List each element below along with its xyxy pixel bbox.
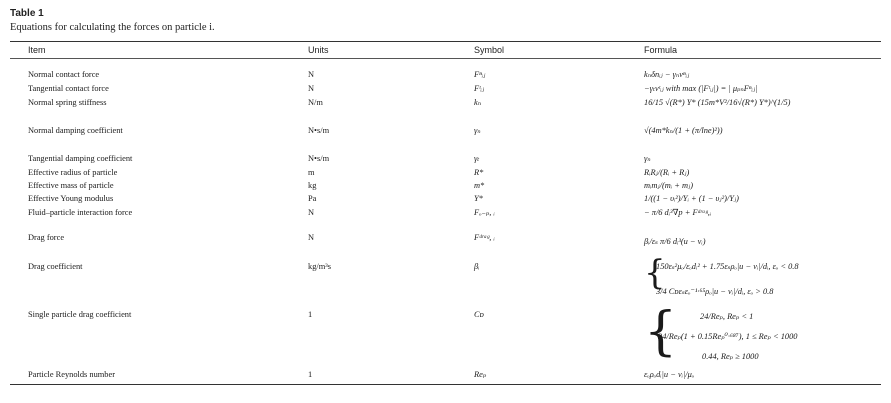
row-symbol: Fⁿᵢⱼ: [474, 70, 486, 79]
row-units: kg: [308, 181, 317, 190]
row-symbol: kₙ: [474, 98, 482, 107]
row-item: Normal spring stiffness: [28, 98, 107, 107]
row-units: N/m: [308, 98, 323, 107]
row-symbol: Reₚ: [474, 370, 487, 379]
row-units: N•s/m: [308, 126, 330, 135]
row-symbol: Y*: [474, 194, 483, 203]
row-units: kg/m³s: [308, 262, 331, 271]
row-item: Normal damping coefficient: [28, 126, 123, 135]
row-formula: 16/15 √(R*) Y* (15m*V²/16√(R*) Y*)^(1/5): [644, 98, 791, 107]
row-symbol: Fᵗᵢⱼ: [474, 84, 485, 93]
row-formula: kₙδnᵢⱼ − γₙvⁿᵢⱼ: [644, 70, 690, 79]
row-units: N: [308, 70, 315, 79]
row-formula-case: 3/4 Cᴅεₛεₒ⁻¹·⁶⁵ρₒ|u − vᵢ|/dᵢ, εₒ > 0.8: [656, 287, 774, 296]
header-symbol: Symbol: [474, 45, 505, 55]
header-units: Units: [308, 45, 329, 55]
row-symbol: γₙ: [474, 126, 481, 135]
table-label: Table 1: [10, 8, 44, 19]
row-units: 1: [308, 370, 313, 379]
row-symbol: Fₒ₋ₚ, ᵢ: [474, 208, 495, 217]
row-units: m: [308, 168, 315, 177]
row-item: Tangential contact force: [28, 84, 109, 93]
row-symbol: βᵢ: [474, 262, 480, 271]
top-rule: [10, 41, 881, 42]
row-item: Effective mass of particle: [28, 181, 114, 190]
row-formula: √(4m*kₙ/(1 + (π/lne)²)): [644, 126, 723, 135]
row-units: 1: [308, 310, 313, 319]
row-formula-case: 24/Reₚ(1 + 0.15Reₚ⁰·⁶⁸⁷), 1 ≤ Reₚ < 1000: [658, 332, 798, 341]
row-units: N: [308, 84, 315, 93]
row-formula: γₙ: [644, 154, 651, 163]
row-item: Particle Reynolds number: [28, 370, 115, 379]
piecewise-brace: {: [644, 302, 678, 362]
row-formula: βᵢ/εₛ π/6 dᵢ³(u − vᵢ): [644, 237, 706, 246]
row-symbol: γₜ: [474, 154, 480, 163]
row-units: N•s/m: [308, 154, 330, 163]
piecewise-brace: {: [644, 253, 666, 293]
row-item: Effective radius of particle: [28, 168, 118, 177]
row-formula-case: 150εₛ²μₒ/εₒdᵢ² + 1.75εₛρₒ|u − vᵢ|/dᵢ, εₒ < 0.8: [656, 262, 799, 271]
row-item: Single particle drag coefficient: [28, 310, 132, 319]
row-item: Effective Young modulus: [28, 194, 114, 203]
header-formula: Formula: [644, 45, 678, 55]
row-formula: RᵢRⱼ/(Rᵢ + Rⱼ): [644, 168, 690, 177]
row-symbol: m*: [474, 181, 485, 190]
row-formula: − π/6 dᵢ³∇p + Fᵈʳᵃᵍ,ᵢ: [644, 208, 712, 217]
row-formula-case: 24/Reₚ, Reₚ < 1: [700, 312, 754, 321]
table-caption: Equations for calculating the forces on particle i.: [10, 22, 215, 33]
row-item: Normal contact force: [28, 70, 100, 79]
row-item: Fluid–particle interaction force: [28, 208, 133, 217]
row-item: Tangential damping coefficient: [28, 154, 133, 163]
row-formula: mᵢmⱼ/(mᵢ + mⱼ): [644, 181, 694, 190]
row-formula: εₒρₒdᵢ|u − vᵢ|/μₒ: [644, 370, 695, 379]
row-item: Drag coefficient: [28, 262, 83, 271]
header-rule: [10, 58, 881, 59]
row-formula-case: 0.44, Reₚ ≥ 1000: [702, 352, 759, 361]
row-units: Pa: [308, 194, 317, 203]
bottom-rule: [10, 384, 881, 385]
row-symbol: R*: [474, 168, 484, 177]
row-symbol: Fᵈʳᵃᵍ, ᵢ: [474, 233, 495, 242]
header-item: Item: [28, 45, 46, 55]
row-formula: −γₜvᵗᵢⱼ with max (|Fᵗᵢⱼ|) = | μₚₙFⁿᵢⱼ|: [644, 84, 758, 93]
row-item: Drag force: [28, 233, 65, 242]
row-units: N: [308, 208, 315, 217]
row-units: N: [308, 233, 315, 242]
row-symbol: Cᴅ: [474, 310, 484, 319]
row-formula: 1/((1 − υᵢ²)/Yᵢ + (1 − υⱼ²)/Yⱼ): [644, 194, 739, 203]
